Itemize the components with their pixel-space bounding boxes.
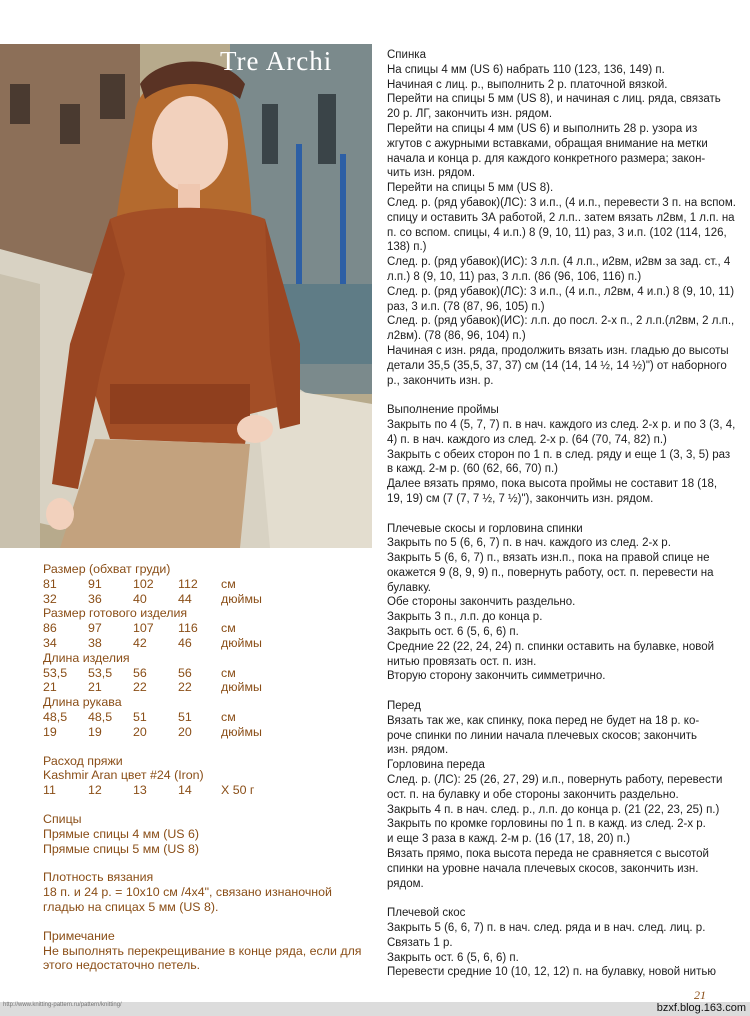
instruction-line: ост. п. на булавку и обе стороны закончить раздельно. xyxy=(387,788,679,801)
needles-heading: Спицы xyxy=(43,811,82,826)
model-illustration xyxy=(0,44,372,548)
instruction-line: Закрыть ост. 6 (5, 6, 6) п. xyxy=(387,626,519,639)
sleeve-heading: Длина рукава xyxy=(43,695,122,710)
instruction-line: Обе стороны закончить раздельно. xyxy=(387,596,576,609)
instruction-line: изн. рядом. xyxy=(387,744,449,757)
instruction-line: Плечевой скос xyxy=(387,907,466,920)
instruction-line: л2вм). (78 (86, 96, 104) п.) xyxy=(387,330,526,343)
instruction-line: булавку. xyxy=(387,581,432,594)
footer-bar xyxy=(0,1002,750,1016)
specs-column xyxy=(43,562,368,973)
note-line: этого недостаточно петель. xyxy=(43,958,201,973)
instruction-line: жгутов с ажурными вставками, обращая внимание на метки xyxy=(387,137,708,150)
instruction-line: След. р. (ЛС): 25 (26, 27, 29) и.п., повернуть работу, перевести xyxy=(387,774,723,787)
instruction-line: Закрыть по кромке горловины по 1 п. в кажд. из след. 2-х р. xyxy=(387,818,706,831)
instruction-line: Выполнение проймы xyxy=(387,404,499,417)
sleeve-row-in: 19 19 20 20 дюймы xyxy=(43,724,262,739)
instruction-line: Горловина переда xyxy=(387,759,485,772)
instruction-line: След. р. (ряд убавок)(ИС): 3 л.п. (4 л.п., и2вм, и2вм за зад. ст., 4 xyxy=(387,256,731,269)
finished-row-cm: 86 97 107 116 см xyxy=(43,621,236,636)
instruction-line: в кажд. 2-м р. (60 (62, 66, 70) п.) xyxy=(387,463,558,476)
instruction-line: окажется 9 (8, 9, 9) п., повернуть работу, ост. п. перевести на xyxy=(387,566,714,579)
yarn-row: 11 12 13 14 X 50 г xyxy=(43,783,255,798)
instruction-line: Перейти на спицы 5 мм (US 8), и начиная с лиц. ряда, связать xyxy=(387,93,721,106)
instruction-line: Вторую сторону закончить симметрично. xyxy=(387,670,606,683)
yarn-heading: Расход пряжи xyxy=(43,753,123,768)
instruction-line: рядом. xyxy=(387,877,424,890)
instruction-line: Начиная с изн. ряда, продолжить вязать изн. гладью до высоты xyxy=(387,344,729,357)
instruction-line: Закрыть 4 п. в нач. след. р., л.п. до конца р. (21 (22, 23, 25) п.) xyxy=(387,803,720,816)
footer-source-link[interactable]: http://www.knitting-pattern.ru/pattern/knitting/ xyxy=(3,1002,122,1008)
size-row-in: 32 36 40 44 дюймы xyxy=(43,591,262,606)
instruction-line xyxy=(387,684,737,699)
instruction-line: чить изн. рядом. xyxy=(387,167,476,180)
instruction-line: детали 35,5 (35,5, 37, 37) см (14 (14, 14 ½, 14 ½)") от наборного xyxy=(387,359,727,372)
instruction-line: След. р. (ряд убавок)(ИС): л.п. до посл. 2-х п., 2 л.п.(л2вм, 2 л.п., xyxy=(387,315,735,328)
footer-blog-url[interactable]: bzxf.blog.163.com xyxy=(656,1002,746,1014)
instructions-column xyxy=(387,48,737,980)
instruction-line: Плечевые скосы и горловина спинки xyxy=(387,522,583,535)
gauge-line: 18 п. и 24 р. = 10x10 см /4x4", связано изнаночной xyxy=(43,885,332,900)
instruction-line: л.п.) 8 (9, 10, 11) раз, 3 л.п. (86 (96, 106, 116) п.) xyxy=(387,270,642,283)
instruction-line: начала и конца р. для каждого конкретного размера; закон- xyxy=(387,152,706,165)
instruction-line: 20 р. ЛГ, закончить изн. рядом. xyxy=(387,108,553,121)
instruction-line: раз, 3 и.п. (78 (87, 96, 105) п.) xyxy=(387,300,545,313)
instruction-line: След. р. (ряд убавок)(ЛС): 3 и.п., (4 и.п., перевести 3 п. на вспом. xyxy=(387,196,736,209)
instruction-line: Связать 1 р. xyxy=(387,936,453,949)
instruction-line: Спинка xyxy=(387,49,426,61)
instruction-line: Средние 22 (22, 24, 24) п. спинки оставить на булавке, новой xyxy=(387,640,715,653)
instruction-line: Перед xyxy=(387,700,421,713)
length-row-in: 21 21 22 22 дюймы xyxy=(43,680,262,695)
instruction-line: 138) п.) xyxy=(387,241,427,254)
instruction-line: Закрыть 3 п., л.п. до конца р. xyxy=(387,611,543,624)
instruction-line: Перейти на спицы 4 мм (US 6) и выполнить 28 р. узора из xyxy=(387,122,698,135)
yarn-name: Kashmir Aran цвет #24 (Iron) xyxy=(43,768,204,783)
model-photo xyxy=(0,44,372,548)
instruction-line: Вязать так же, как спинку, пока перед не будет на 18 р. ко- xyxy=(387,714,700,727)
instruction-line: Закрыть по 4 (5, 7, 7) п. в нач. каждого из след. 2-х р. и по 3 (3, 4, xyxy=(387,418,736,431)
instruction-line: Закрыть по 5 (6, 6, 7) п. в нач. каждого из след. 2-х р. xyxy=(387,537,671,550)
needle-item: Прямые спицы 5 мм (US 8) xyxy=(43,841,200,856)
gauge-line: гладью на спицах 5 мм (US 8). xyxy=(43,899,219,914)
instruction-line: 19, 19) см (7 (7, 7 ½, 7 ½)"), закончить изн. рядом. xyxy=(387,492,654,505)
instruction-line: Закрыть ост. 6 (5, 6, 6) п. xyxy=(387,951,519,964)
instruction-line: р., закончить изн. р. xyxy=(387,374,494,387)
instruction-line: Закрыть 5 (6, 6, 7) п., вязать изн.п., пока на правой спице не xyxy=(387,552,710,565)
finished-row-in: 34 38 42 46 дюймы xyxy=(43,635,262,650)
note-heading: Примечание xyxy=(43,928,115,943)
instruction-line: Закрыть 5 (6, 6, 7) п. в нач. след. ряда и в нач. след. лиц. р. xyxy=(387,922,706,935)
note-line: Не выполнять перекрещивание в конце ряда, если для xyxy=(43,943,362,958)
instruction-line: спинки на уровне начала плечевых скосов, закончить изн. xyxy=(387,862,699,875)
length-heading: Длина изделия xyxy=(43,650,130,665)
instruction-line: и еще 3 раза в кажд. 2-м р. (16 (17, 18, 20) п.) xyxy=(387,833,631,846)
instruction-line: На спицы 4 мм (US 6) набрать 110 (123, 136, 149) п. xyxy=(387,63,665,76)
instruction-line: Начиная с лиц. р., выполнить 2 р. платочной вязкой. xyxy=(387,78,668,91)
length-row-cm: 53,5 53,5 56 56 см xyxy=(43,665,236,680)
instruction-line: Перевести средние 10 (10, 12, 12) п. на булавку, новой нитью xyxy=(387,966,716,979)
page-number: 21 xyxy=(694,988,706,1002)
instruction-line: Перейти на спицы 5 мм (US 8). xyxy=(387,182,554,195)
instruction-line: След. р. (ряд убавок)(ЛС): 3 и.п., (4 и.п., л2вм, 4 и.п.) 8 (9, 10, 11) xyxy=(387,285,735,298)
instruction-line: нитью провязать ост. п. изн. xyxy=(387,655,537,668)
sleeve-row-cm: 48,5 48,5 51 51 см xyxy=(43,709,236,724)
instruction-line: п. со вспом. спицы, 4 и.п.) 8 (9, 10, 11) раз, 3 и.п. (102 (114, 126, xyxy=(387,226,727,239)
instruction-line: 4) п. в нач. каждого из след. 2-х р. (64 (70, 74, 82) п.) xyxy=(387,433,667,446)
instruction-line xyxy=(387,507,737,522)
instruction-line xyxy=(387,891,737,906)
instruction-line: Закрыть с обеих сторон по 1 п. в след. ряду и еще 1 (3, 3, 5) раз xyxy=(387,448,731,461)
instruction-line xyxy=(387,388,737,403)
needle-item: Прямые спицы 4 мм (US 6) xyxy=(43,826,200,841)
instruction-line: Далее вязать прямо, пока высота проймы не составит 18 (18, xyxy=(387,478,718,491)
instruction-line: Вязать прямо, пока высота переда не сравняется с высотой xyxy=(387,848,709,861)
size-row-cm: 81 91 102 112 см xyxy=(43,576,236,591)
finished-heading: Размер готового изделия xyxy=(43,606,188,621)
size-heading: Размер (обхват груди) xyxy=(43,562,171,576)
instruction-line: спицу и оставить ЗА работой, 2 л.п.. затем вязать л2вм, 1 л.п. на xyxy=(387,211,735,224)
gauge-heading: Плотность вязания xyxy=(43,870,154,885)
photo-title: Tre Archi xyxy=(220,46,333,76)
instruction-line: роче спинки по линии начала плечевых скосов; закончить xyxy=(387,729,698,742)
